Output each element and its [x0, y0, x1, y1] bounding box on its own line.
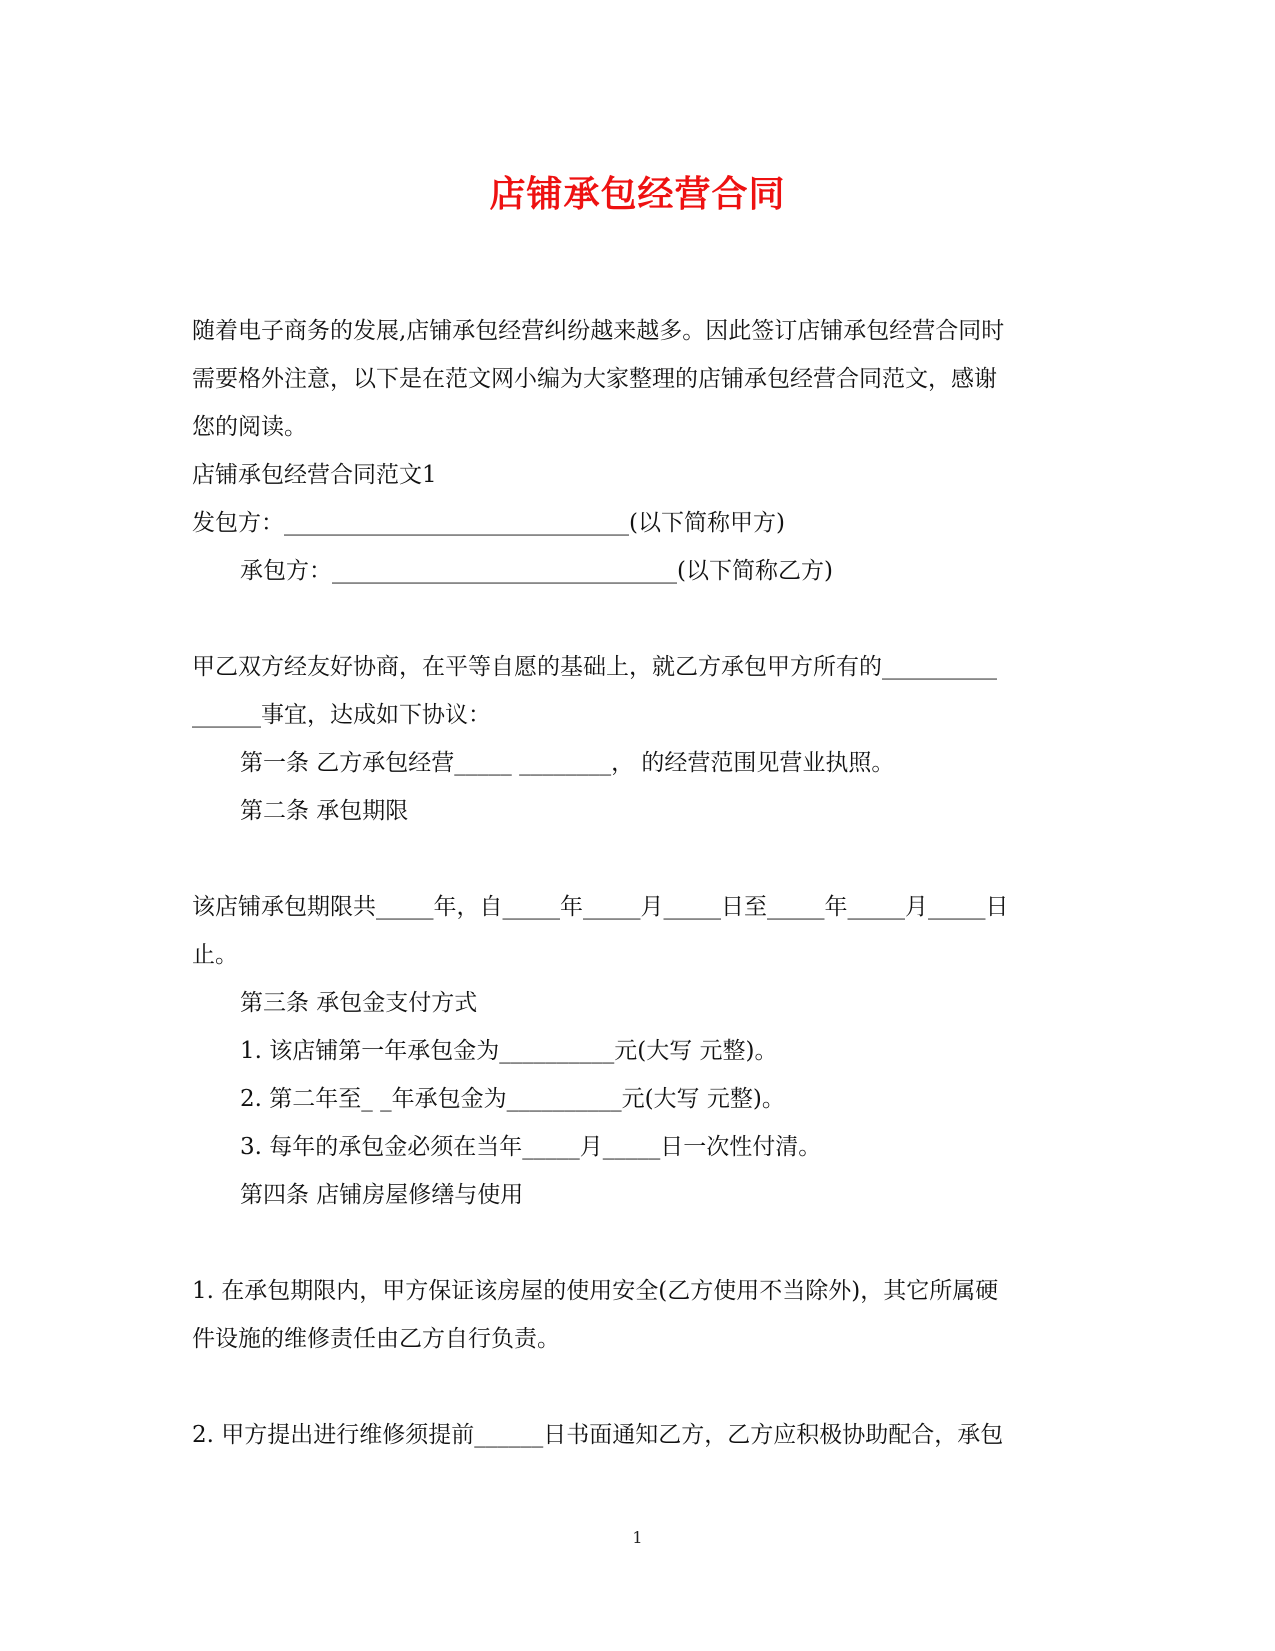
agreement-line-1: 甲乙双方经友好协商，在平等自愿的基础上，就乙方承包甲方所有的__________: [192, 654, 997, 680]
intro-line-1: 随着电子商务的发展,店铺承包经营纠纷越来越多。因此签订店铺承包经营合同时: [192, 318, 1005, 344]
document-title: 店铺承包经营合同: [489, 173, 786, 215]
article-1: 第一条 乙方承包经营_____ ________， 的经营范围见营业执照。: [240, 750, 895, 776]
contract-period-line-1: 该店铺承包期限共_____年，自_____年_____月_____日至_____年_____月_____日: [192, 894, 1009, 920]
article-4-heading: 第四条 店铺房屋修缮与使用: [240, 1182, 524, 1208]
article-3-heading: 第三条 承包金支付方式: [240, 990, 478, 1016]
repair-item-1-line-2: 件设施的维修责任由乙方自行负责。: [192, 1326, 560, 1352]
party-a-line: 发包方：______________________________(以下简称甲方): [192, 510, 785, 536]
section-heading: 店铺承包经营合同范文1: [192, 462, 437, 488]
repair-item-2-line-1: 2. 甲方提出进行维修须提前______日书面通知乙方，乙方应积极协助配合，承包: [192, 1422, 1004, 1448]
page-number: 1: [632, 1528, 643, 1547]
party-b-line: 承包方：______________________________(以下简称乙方): [240, 558, 833, 584]
article-2-heading: 第二条 承包期限: [240, 798, 409, 824]
payment-item-3: 3. 每年的承包金必须在当年_____月_____日一次性付清。: [240, 1134, 822, 1160]
contract-period-line-2: 止。: [192, 942, 238, 968]
payment-item-2: 2. 第二年至_ _年承包金为__________元(大写 元整)。: [240, 1086, 785, 1112]
intro-line-3: 您的阅读。: [192, 414, 307, 440]
agreement-line-2: ______事宜，达成如下协议：: [192, 702, 491, 728]
repair-item-1-line-1: 1. 在承包期限内，甲方保证该房屋的使用安全(乙方使用不当除外)，其它所属硬: [192, 1278, 999, 1304]
payment-item-1: 1. 该店铺第一年承包金为__________元(大写 元整)。: [240, 1038, 778, 1064]
intro-line-2: 需要格外注意，以下是在范文网小编为大家整理的店铺承包经营合同范文，感谢: [192, 366, 997, 392]
